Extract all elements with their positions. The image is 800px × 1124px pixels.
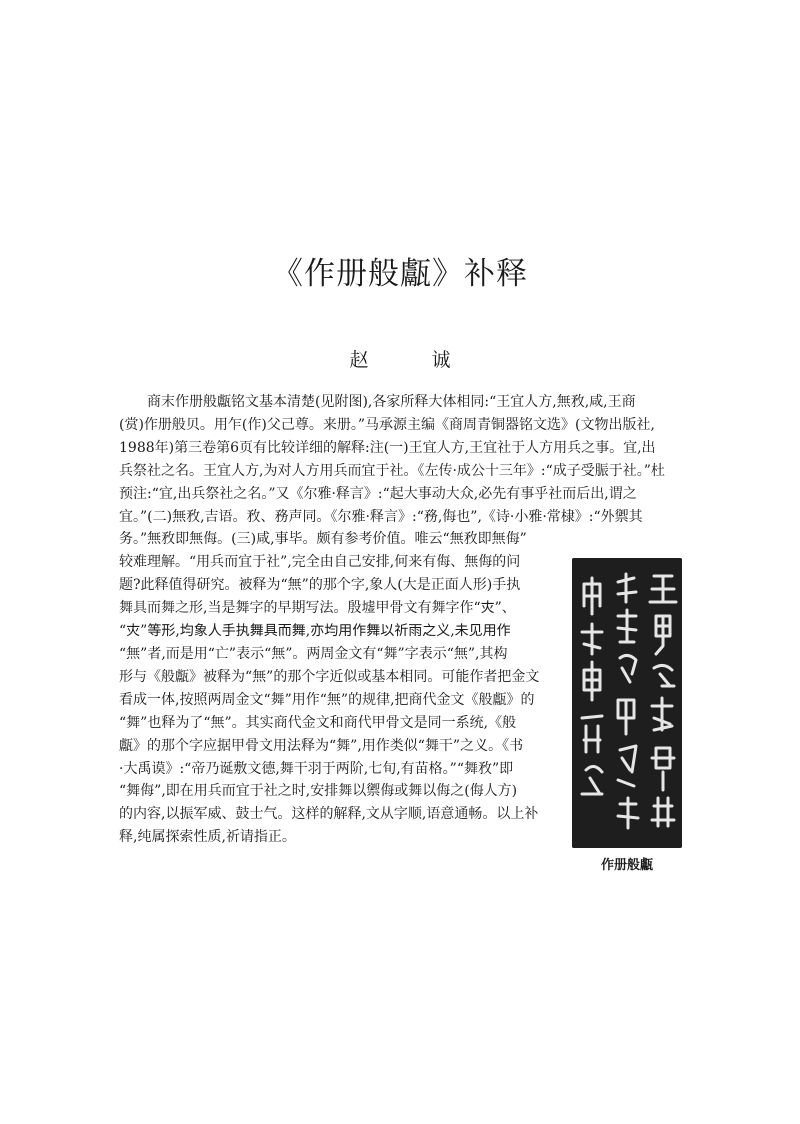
body-line: “無”者,而是用“亡”表示“無”。两周金文有“舞”字表示“無”,其构 <box>119 645 508 662</box>
body-line: 务。”無敄即無侮。(三)咸,事毕。颇有参考价值。唯云“無敄即無侮” <box>119 531 527 548</box>
figure-caption: 作册般甗 <box>600 858 653 873</box>
body-line: 释,纯属探索性质,祈请指正。 <box>119 829 296 846</box>
body-line: (赏)作册般贝。用乍(作)父己尊。来册。”马承源主编《商周青铜器铭文选》(文物出版社, <box>119 416 655 433</box>
article-author: 赵 诚 <box>349 349 473 371</box>
body-line: 舞具而舞之形,当是舞字的早期写法。殷墟甲骨文有舞字作“𡗜”、 <box>119 600 516 617</box>
body-line: 商末作册般甗铭文基本清楚(见附图),各家所释大体相同:“王宜人方,無敄,咸,王商 <box>147 394 636 410</box>
body-line: 宜。”(二)無敄,吉语。敄、務声同。《尔雅·释言》:“務,侮也”,《诗·小雅·常棣》:“外禦其 <box>119 508 643 525</box>
body-line: “舞侮”,即在用兵而宜于社之时,安排舞以禦侮或舞以侮之(侮人方) <box>119 783 518 800</box>
body-line: 形与《般甗》被释为“無”的那个字近似或基本相同。可能作者把金文 <box>119 668 540 685</box>
inscription-figure <box>572 558 682 873</box>
body-line: ·大禹谟》:“帝乃诞敷文德,舞干羽于两阶,七旬,有苗格。”“舞敄”即 <box>119 760 514 777</box>
body-line: “舞”也释为了“無”。其实商代金文和商代甲骨文是同一系统,《般 <box>119 714 517 731</box>
article-title: 《作册般甗》补释 <box>272 256 528 292</box>
body-line: “𡗜”等形,均象人手执舞具而舞,亦均用作舞以祈雨之义,未见用作 <box>119 623 511 640</box>
body-line: 预注:“宜,出兵祭社之名。”又《尔雅·释言》:“起大事动大众,必先有事乎社而后出,谓之 <box>119 485 637 502</box>
body-line: 兵祭社之名。王宜人方,为对人方用兵而宜于社。《左传·成公十三年》:“成子受脤于社。”杜 <box>119 462 665 479</box>
body-line: 甗》的那个字应据甲骨文用法释为“舞”,用作类似“舞干”之义。《书 <box>119 737 524 754</box>
body-line: 题?此释值得研究。被释为“無”的那个字,象人(大是正面人形)手执 <box>119 577 521 594</box>
inscription-rubbing-drawing <box>572 558 682 848</box>
inscription-rubbing-image <box>572 558 682 848</box>
body-line: 较难理解。“用兵而宜于社”,完全由自己安排,何来有侮、無侮的问 <box>119 554 521 571</box>
body-line: 1988年)第三卷第6页有比较详细的解释:注(一)王宜人方,王宜社于人方用兵之事。宜,出 <box>119 439 656 456</box>
body-line: 的内容,以振军威、鼓士气。这样的解释,文从字顺,语意通畅。以上补 <box>119 806 539 823</box>
body-line: 看成一体,按照两周金文“舞”用作“無”的规律,把商代金文《般甗》的 <box>119 691 535 708</box>
